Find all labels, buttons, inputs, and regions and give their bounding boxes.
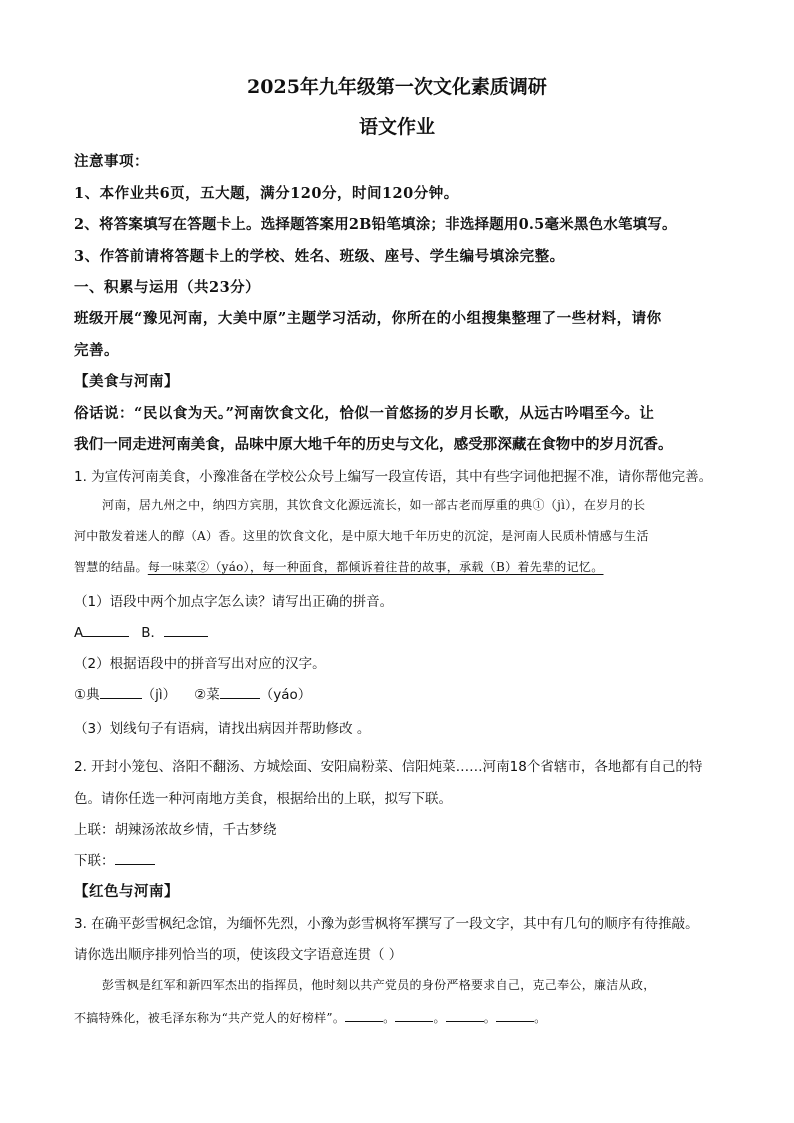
- notice-heading: 注意事项：: [74, 153, 149, 170]
- question-3-stem-line-2: 请你选出顺序排列恰当的项，使该段文字语意连贯（ ）: [74, 947, 403, 963]
- order-blank-4[interactable]: [496, 1007, 534, 1022]
- question-1-passage-line-2: 河中散发着迷人的醇（A）香。这里的饮食文化，是中原大地千年历史的沉淀，是河南人民质朴情感与生活: [74, 529, 649, 543]
- question-1-sub-1: （1）语段中两个加点字怎么读？请写出正确的拼音。: [74, 594, 394, 610]
- notice-item-3: 3、作答前请将答题卡上的学校、姓名、班级、座号、学生编号填涂完整。: [74, 248, 565, 265]
- question-1-passage-line-3: [74, 558, 604, 575]
- question-3-passage-line-2: 不搞特殊化，被毛泽东称为“共产党人的好榜样”。 。 。 。 。: [74, 1007, 546, 1026]
- question-2-stem-line-1: 2. 开封小笼包、洛阳不翻汤、方城烩面、安阳扁粉菜、信阳炖菜……河南18个省辖市，各地都有自己的特: [74, 759, 703, 775]
- food-intro-line-1: 俗话说：“民以食为天。”河南饮食文化，恰似一首悠扬的岁月长歌，从远古吟唱至今。让: [74, 405, 655, 422]
- answer-2-pinyin: （yáo）: [259, 687, 312, 703]
- answer-a-blank[interactable]: [83, 622, 129, 637]
- notice-item-1: 1、本作业共6页，五大题，满分120分，时间120分钟。: [74, 185, 459, 202]
- passage-text: 不搞特殊化，被毛泽东称为“共产党人的好榜样”。: [74, 1011, 346, 1025]
- passage-sentence-plain: 智慧的结晶。: [74, 560, 148, 574]
- food-intro-line-2: 我们一同走进河南美食，品味中原大地千年的历史与文化，感受那深藏在食物中的岁月沉香。: [74, 436, 673, 453]
- couplet-upper: 上联：胡辣汤浓故乡情，千古梦绕: [74, 822, 277, 838]
- answer-b-label: B．: [141, 625, 165, 641]
- answer-1-blank[interactable]: [100, 684, 142, 699]
- food-heading: 【美食与河南】: [74, 373, 179, 390]
- question-3-passage-line-1: 彭雪枫是红军和新四军杰出的指挥员，他时刻以共产党员的身份严格要求自己，克己奉公，廉洁从政，: [102, 978, 656, 992]
- section-1-intro-line-2: 完善。: [74, 342, 119, 359]
- question-1-sub-1-answers: [74, 621, 208, 641]
- couplet-lower: [74, 849, 155, 869]
- order-blank-1[interactable]: [345, 1007, 383, 1022]
- answer-2-blank[interactable]: [220, 684, 260, 699]
- question-1-sub-2: （2）根据语段中的拼音写出对应的汉字。: [74, 656, 326, 672]
- order-blank-2[interactable]: [395, 1007, 433, 1022]
- exam-title: 2025年九年级第一次文化素质调研: [247, 76, 547, 98]
- answer-2-label: ②菜: [194, 687, 220, 703]
- notice-item-2: 2、将答案填写在答题卡上。选择题答案用2B铅笔填涂；非选择题用0.5毫米黑色水笔填写。: [74, 216, 677, 233]
- question-3-stem-line-1: 3. 在确平彭雪枫纪念馆，为缅怀先烈，小豫为彭雪枫将军撰写了一段文字，其中有几句的顺序有待推敲。: [74, 916, 699, 932]
- question-1-passage-line-1: 河南，居九州之中，纳四方宾朋，其饮食文化源远流长，如一部古老而厚重的典①（jì），在岁月的长: [102, 498, 646, 512]
- couplet-lower-label: 下联：: [74, 853, 115, 869]
- question-1-sub-3: （3）划线句子有语病，请找出病因并帮助修改 。: [74, 721, 371, 737]
- order-blank-3[interactable]: [446, 1007, 484, 1022]
- section-1-heading: 一、积累与运用（共23分）: [74, 279, 261, 296]
- question-1-sub-2-answers: [74, 683, 311, 703]
- answer-1-pinyin: （jì）: [141, 687, 177, 703]
- red-heading: 【红色与河南】: [74, 883, 179, 900]
- section-1-intro-line-1: 班级开展“豫见河南，大美中原”主题学习活动，你所在的小组搜集整理了一些材料，请你: [74, 310, 662, 327]
- question-2-stem-line-2: 色。请你任选一种河南地方美食，根据给出的上联，拟写下联。: [74, 791, 452, 807]
- exam-subtitle: 语文作业: [358, 116, 435, 138]
- answer-a-label: A: [74, 625, 84, 641]
- answer-1-label: ①典: [74, 687, 100, 703]
- question-1-stem: 1. 为宣传河南美食，小豫准备在学校公众号上编写一段宣传语，其中有些字词他把握不准，请你帮他完善。: [74, 469, 713, 485]
- underlined-sentence: 每一味菜②（yáo），每一种面食，都倾诉着往昔的故事，承载（B）着先辈的记忆。: [147, 560, 604, 574]
- answer-b-blank[interactable]: [164, 622, 208, 637]
- couplet-lower-blank[interactable]: [115, 850, 155, 865]
